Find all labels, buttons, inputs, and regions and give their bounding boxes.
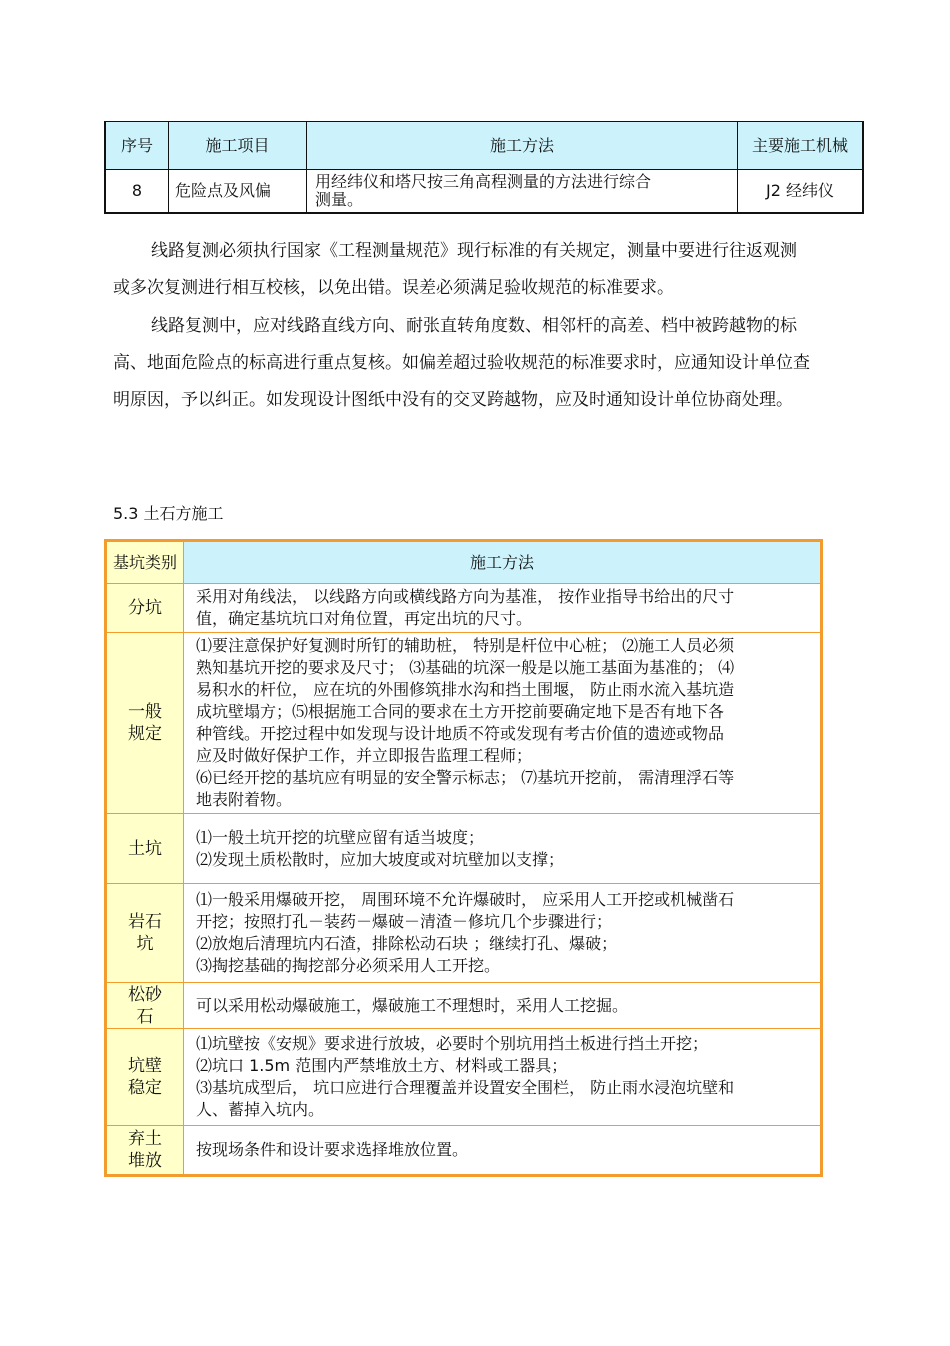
row-method-line: 按现场条件和设计要求选择堆放位置。 (196, 1140, 469, 1159)
table-row (106, 584, 822, 633)
row-method-line: ⑵放炮后清理坑内石渣，排除松动石块 ；继续打孔、爆破； (196, 934, 618, 953)
construction-method-table (104, 121, 864, 214)
row-method-line: 用经纬仪和塔尺按三角高程测量的方法进行综合 (315, 172, 652, 191)
row-method (184, 584, 822, 633)
row-method-line: 地表附着物。 (196, 790, 293, 809)
row-type: 一般规定 (106, 633, 184, 814)
table-header-row (106, 541, 822, 584)
table-row (106, 814, 822, 884)
header-method: 施工方法 (184, 541, 822, 584)
table-row (105, 170, 863, 214)
row-method-line: ⑵坑口 1.5m 范围内严禁堆放土方、材料或工器具； (196, 1056, 568, 1075)
header-pit-type: 基坑类别 (106, 541, 184, 584)
row-method (307, 170, 738, 214)
header-method: 施工方法 (307, 122, 738, 170)
row-method (184, 884, 822, 983)
row-method-line: 测量。 (315, 190, 364, 209)
row-method-line: 熟知基坑开挖的要求及尺寸； ⑶基础的坑深一般是以施工基面为基准的； ⑷ (196, 658, 735, 677)
row-type: 坑壁稳定 (106, 1029, 184, 1126)
header-machine: 主要施工机械 (738, 122, 864, 170)
row-type: 土坑 (106, 814, 184, 884)
row-no: 8 (105, 170, 169, 214)
row-machine: J2 经纬仪 (738, 170, 864, 214)
row-method-line: 易积水的杆位， 应在坑的外围修筑排水沟和挡土围堰， 防止雨水流入基坑造 (196, 680, 735, 699)
row-method-line: 开挖；按照打孔－装药－爆破－清渣－修坑几个步骤进行； (196, 912, 613, 931)
row-type: 岩石坑 (106, 884, 184, 983)
row-method (184, 983, 822, 1029)
row-method-line: ⑴一般土坑开挖的坑壁应留有适当坡度； (196, 827, 485, 847)
row-method (184, 633, 822, 814)
paragraph-survey-check: 线路复测中，应对线路直线方向、耐张直转角度数、相邻杆的高差、档中被跨越物的标高、地面危险点的标高进行重点复核。如偏差超过验收规范的标准要求时，应通知设计单位查明原因，予以纠正。如发现设计图纸中没有的交叉跨越物，应及时通知设计单位协商处理。 (113, 316, 810, 410)
row-method-line: ⑴一般采用爆破开挖， 周围环境不允许爆破时， 应采用人工开挖或机械凿石 (196, 890, 735, 909)
row-method-line: ⑹已经开挖的基坑应有明显的安全警示标志； ⑺基坑开挖前， 需清理浮石等 (196, 768, 735, 787)
row-method-line: 可以采用松动爆破施工，爆破施工不理想时，采用人工挖掘。 (196, 995, 629, 1015)
row-type: 弃土堆放 (106, 1126, 184, 1176)
row-method-line: ⑶掏挖基础的掏挖部分必须采用人工开挖。 (196, 956, 501, 975)
table-row (106, 1029, 822, 1126)
row-method (184, 1126, 822, 1176)
row-type: 松砂石 (106, 983, 184, 1029)
table-row (106, 633, 822, 814)
row-type: 分坑 (106, 584, 184, 633)
row-method-line: 值，确定基坑坑口对角位置，再定出坑的尺寸。 (196, 609, 533, 628)
row-method-line: 成坑壁塌方；⑸根据施工合同的要求在土方开挖前要确定地下是否有地下各 (196, 702, 725, 721)
earthwork-table (104, 539, 823, 1177)
table-row (106, 884, 822, 983)
row-method-line: 人、蓄掉入坑内。 (196, 1100, 325, 1119)
row-method-line: ⑵发现土质松散时，应加大坡度或对坑壁加以支撑； (196, 849, 565, 869)
header-item: 施工项目 (169, 122, 307, 170)
section-title: 5.3 土石方施工 (113, 504, 224, 523)
row-method-line: ⑶基坑成型后， 坑口应进行合理覆盖并设置安全围栏， 防止雨水浸泡坑壁和 (196, 1078, 735, 1097)
table-row (106, 983, 822, 1029)
row-method-line: 采用对角线法， 以线路方向或横线路方向为基准， 按作业指导书给出的尺寸 (196, 587, 735, 606)
paragraph-survey-standard: 线路复测必须执行国家《工程测量规范》现行标准的有关规定，测量中要进行往返观测或多次复测进行相互校核，以免出错。误差必须满足验收规范的标准要求。 (113, 241, 797, 298)
row-method-line: 种管线。开挖过程中如发现与设计地质不符或发现有考古价值的遗迹或物品 (196, 724, 725, 743)
header-no: 序号 (105, 122, 169, 170)
row-method-line: ⑴要注意保护好复测时所钉的辅助桩， 特别是杆位中心桩； ⑵施工人员必须 (196, 636, 735, 655)
row-method-line: ⑴坑壁按《安规》要求进行放坡，必要时个别坑用挡土板进行挡土开挖； (196, 1034, 709, 1053)
row-item: 危险点及风偏 (169, 170, 307, 214)
table-header-row (105, 122, 863, 170)
row-method (184, 814, 822, 884)
row-method-line: 应及时做好保护工作，并立即报告监理工程师； (196, 746, 533, 765)
row-method (184, 1029, 822, 1126)
table-row (106, 1126, 822, 1176)
